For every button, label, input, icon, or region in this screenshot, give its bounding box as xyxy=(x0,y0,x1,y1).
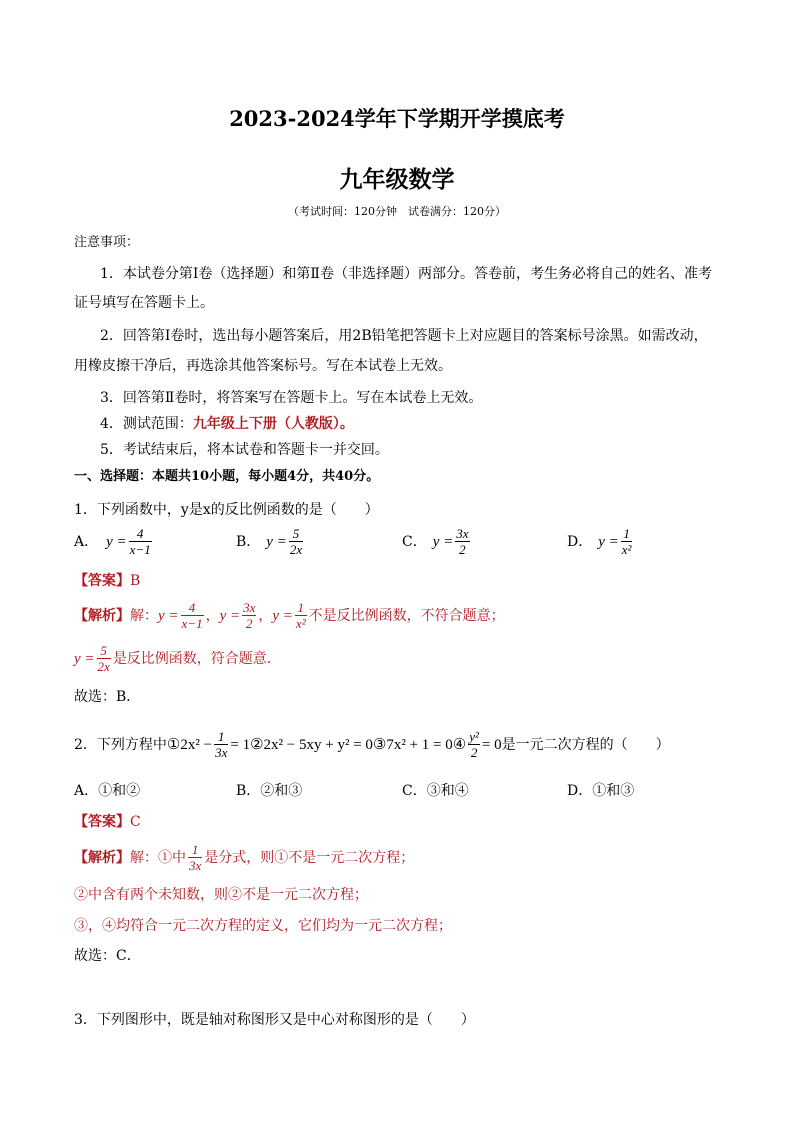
denominator: 3x xyxy=(189,858,202,873)
q2-analysis-line-1 xyxy=(74,842,414,873)
y-equals: y = xyxy=(74,650,95,667)
numerator: 1 xyxy=(188,842,202,858)
analysis-line-1-tail: 是分式，则①不是一元二次方程； xyxy=(204,849,415,866)
q2-eq4-pre: ④ xyxy=(452,736,467,753)
section-1-heading: 一、选择题：本题共10小题，每小题4分，共40分。 xyxy=(74,469,380,484)
q1-option-b-lhs: y = xyxy=(266,533,287,550)
denominator: x−1 xyxy=(181,616,203,631)
fraction-a xyxy=(181,600,204,631)
q2-option-c: C．③和④ xyxy=(402,783,469,799)
numerator: 1 xyxy=(214,729,228,745)
q1-option-a-letter: A． xyxy=(74,533,99,550)
q2-eq1-post: = 1 xyxy=(230,736,251,753)
analysis-prefix: 解： xyxy=(130,607,158,624)
answer-value: C xyxy=(130,814,141,830)
answer-label: 【答案】 xyxy=(74,573,130,589)
analysis-label: 【解析】 xyxy=(74,607,130,624)
denominator: x² xyxy=(621,542,632,557)
q2-eq3: ③7x² + 1 = 0 xyxy=(372,736,453,753)
q2-eq1-fraction xyxy=(214,729,228,760)
q2-eq2: ②2x² − 5xy + y² = 0 xyxy=(250,736,373,753)
analysis-line-1-tail: 不是反比例函数，不符合题意； xyxy=(308,607,505,624)
q1-option-b xyxy=(236,526,305,557)
numerator: 3x xyxy=(243,600,256,615)
exam-info: （考试时间：120分钟 试卷满分：120分） xyxy=(288,205,506,218)
fraction-d xyxy=(295,600,307,631)
q1-analysis-line-1: 【解析】 解： y = $\frac{4}{x-1}$ ， y = $\frac{3x}{2}$ ， y = $\frac{1}{\text{x²}}$ 不是反比例函数，不符合题意； xyxy=(74,600,505,631)
q2-eq4-fraction xyxy=(468,729,480,760)
note-2-line-2: 用橡皮擦干净后，再选涂其他答案标号。写在本试卷上无效。 xyxy=(74,358,452,374)
q2-option-a: A．①和② xyxy=(74,783,141,799)
note-4 xyxy=(100,414,354,434)
q1-answer xyxy=(74,571,140,591)
q1-conclusion: 故选：B． xyxy=(74,689,141,705)
q2-eq4-post: = 0 xyxy=(481,736,502,753)
numerator: 5 xyxy=(97,643,111,659)
numerator: 4 xyxy=(129,526,152,542)
denominator: 2x xyxy=(289,542,303,557)
answer-label: 【答案】 xyxy=(74,814,130,830)
q1-option-c xyxy=(402,526,472,557)
q1-option-d-fraction xyxy=(621,526,633,557)
q2-analysis-line-2: ②中含有两个未知数，则②不是一元二次方程； xyxy=(74,887,368,903)
denominator: 2 xyxy=(459,542,466,557)
numerator: 1 xyxy=(621,526,633,542)
exam-title: 2023-2024学年下学期开学摸底考 xyxy=(229,106,565,131)
q2-option-b: B．②和③ xyxy=(236,783,303,799)
numerator: 5 xyxy=(289,526,303,542)
q3-stem: 3．下列图形中，既是轴对称图形又是中心对称图形的是（ ） xyxy=(74,1012,475,1028)
subject-title: 九年级数学 xyxy=(339,166,455,193)
denominator: 2 xyxy=(246,616,253,631)
notes-heading: 注意事项： xyxy=(74,235,140,250)
numerator: 1 xyxy=(295,600,307,616)
analysis-line-2-tail: 是反比例函数，符合题意． xyxy=(112,650,281,667)
denominator: x² xyxy=(295,616,306,631)
q2-option-d: D．①和③ xyxy=(567,783,635,799)
numerator: y² xyxy=(469,729,479,744)
fraction-c xyxy=(242,600,256,631)
q2-analysis-line-3: ③，④均符合一元二次方程的定义，它们均为一元二次方程； xyxy=(74,918,452,934)
answer-value: B xyxy=(130,573,141,589)
q2-stem-prefix: 2．下列方程中 xyxy=(74,736,167,753)
q1-option-b-letter: B． xyxy=(236,533,261,550)
q1-option-b-fraction xyxy=(289,526,303,557)
q2-stem xyxy=(74,729,670,760)
numerator: 3x xyxy=(456,526,469,541)
q2-answer xyxy=(74,812,141,832)
numerator: 4 xyxy=(181,600,204,616)
note-4-prefix: 4．测试范围： xyxy=(100,416,193,432)
y-equals: y = xyxy=(272,607,293,624)
q1-option-a-fraction xyxy=(129,526,152,557)
q2-eq1-pre: ①2x² − xyxy=(166,736,213,753)
q1-option-c-letter: C． xyxy=(402,533,427,550)
q1-option-c-fraction xyxy=(455,526,469,557)
note-1-line-2: 证号填写在答题卡上。 xyxy=(74,295,214,311)
denominator: 3x xyxy=(215,745,228,760)
note-5: 5．考试结束后，将本试卷和答题卡一并交回。 xyxy=(100,442,389,458)
y-equals: y = xyxy=(219,607,241,624)
analysis-fraction xyxy=(188,842,202,873)
analysis-label: 【解析】 xyxy=(74,849,130,866)
denominator: 2x xyxy=(97,659,110,674)
q1-stem: 1．下列函数中，y是x的反比例函数的是（ ） xyxy=(74,502,379,518)
analysis-prefix: 解：①中 xyxy=(130,849,186,866)
q1-option-a xyxy=(74,526,154,557)
denominator: x−1 xyxy=(129,542,151,557)
q1-option-d-lhs: y = xyxy=(598,533,619,550)
q1-option-d-letter: D． xyxy=(567,533,593,550)
q1-option-d xyxy=(567,526,634,557)
q2-stem-suffix: 是一元二次方程的（ ） xyxy=(501,736,670,753)
note-3: 3．回答第Ⅱ卷时，将答案写在答题卡上。写在本试卷上无效。 xyxy=(100,390,483,406)
test-range: 九年级上下册（人教版）。 xyxy=(192,416,354,432)
note-2-line-1: 2．回答第Ⅰ卷时，选出每小题答案后，用2B铅笔把答题卡上对应题目的答案标号涂黑。如需改动， xyxy=(100,328,708,344)
denominator: 2 xyxy=(470,745,478,760)
note-1-line-1: 1．本试卷分第Ⅰ卷（选择题）和第Ⅱ卷（非选择题）两部分。答卷前，考生务必将自己的姓名、准考 xyxy=(100,266,712,282)
q1-option-a-lhs: y = xyxy=(106,533,127,550)
y-equals: y = xyxy=(158,607,179,624)
q2-conclusion: 故选：C． xyxy=(74,948,141,964)
fraction-b xyxy=(97,643,111,674)
q1-analysis-line-2 xyxy=(74,643,281,674)
q1-option-c-lhs: y = xyxy=(432,533,454,550)
